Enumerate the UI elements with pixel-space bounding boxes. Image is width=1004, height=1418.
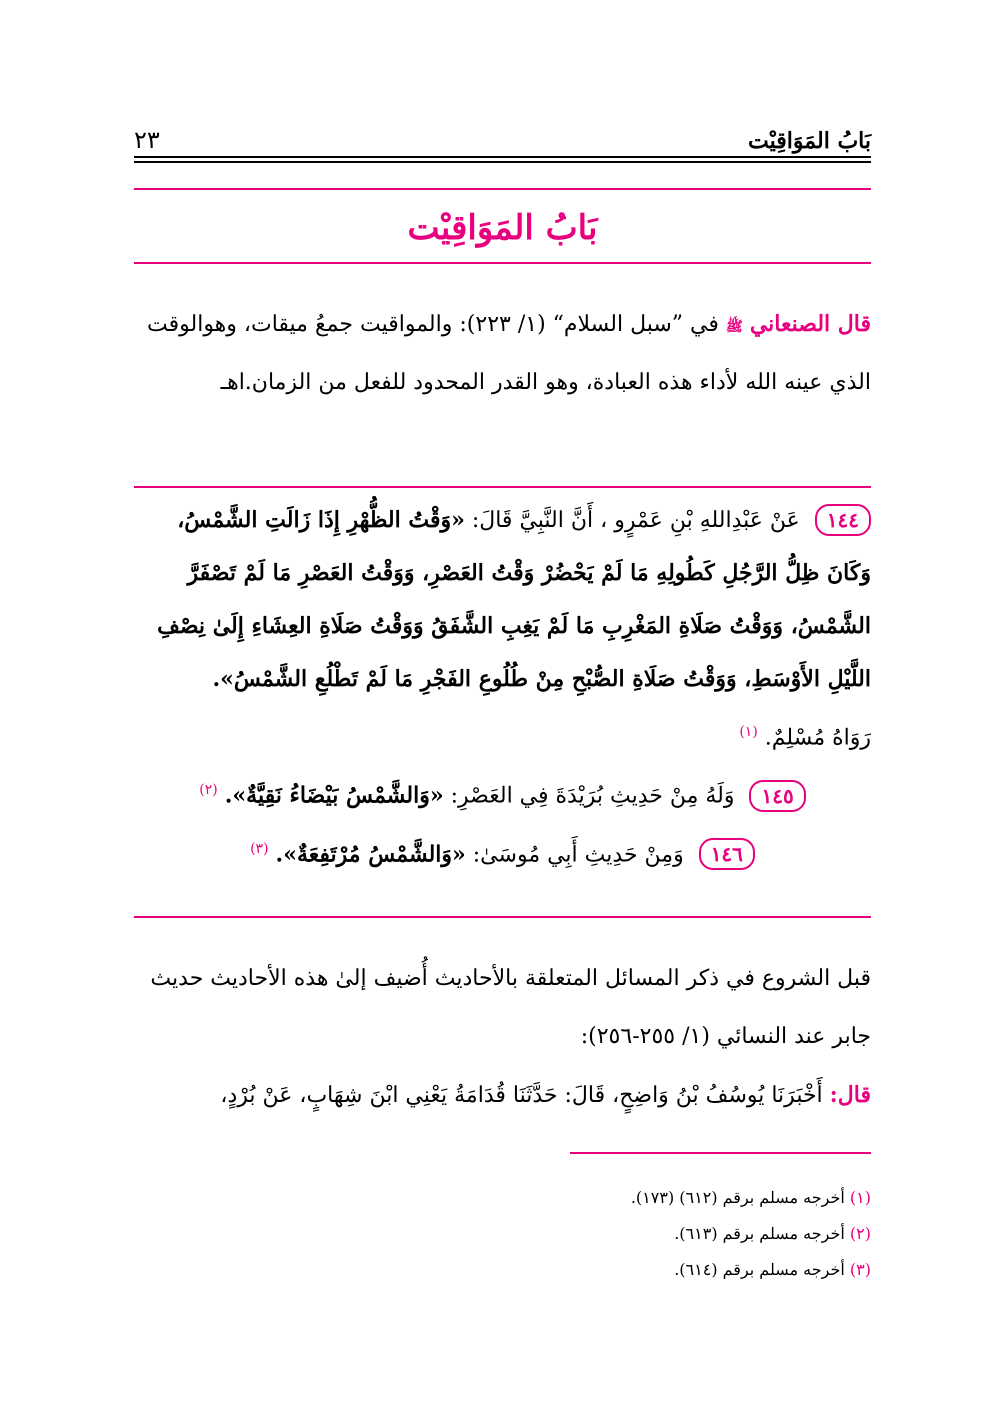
- footnote-number: (٢): [849, 1224, 871, 1243]
- discussion-paragraph: [134, 950, 871, 1125]
- header-rule-top: [134, 156, 871, 158]
- hadith-lead: وَمِنْ حَدِيثِ أَبِي مُوسَىٰ:: [465, 841, 684, 867]
- hadith-source-line: [134, 706, 871, 764]
- header-rule-bottom: [134, 161, 871, 163]
- author-label: قال الصنعاني: [749, 311, 871, 337]
- footnote-item: [134, 1216, 871, 1252]
- running-head: [134, 114, 871, 154]
- hadith-lead: وَلَهُ مِنْ حَدِيثِ بُرَيْدَةَ فِي العَصْرِ:: [443, 783, 735, 809]
- honorific-icon: ﷺ: [725, 319, 743, 335]
- quote-text: أَخْبَرَنَا يُوسُفُ بْنُ وَاضِحٍ، قَالَ: حَدَّثَنَا قُدَامَةُ يَعْنِي ابْنَ شِهَابٍ، عَنْ بُرْدٍ،: [220, 1083, 823, 1108]
- quote-line: [134, 1066, 871, 1125]
- footnote-item: [134, 1252, 871, 1288]
- footnote-number: (٣): [849, 1260, 871, 1279]
- footnote-item: [134, 1180, 871, 1216]
- hadith-144: [134, 494, 871, 706]
- intro-paragraph: [134, 296, 871, 411]
- hadith-146: [134, 823, 871, 881]
- footnote-rule: [570, 1152, 871, 1154]
- hadith-145: [134, 764, 871, 822]
- footnote-text: أخرجه مسلم برقم (٦١٢) (١٧٣).: [630, 1188, 845, 1207]
- discussion-text: قبل الشروع في ذكر المسائل المتعلقة بالأحاديث أُضيف إلىٰ هذه الأحاديث حديث جابر عند النسائي (١/ ٢٥٥-٢٥٦):: [150, 966, 871, 1049]
- hadith-text: «وَالشَّمْسُ بَيْضَاءُ نَقِيَّةٌ».: [224, 782, 444, 809]
- footnote-marker: (٢): [199, 782, 218, 799]
- running-title: بَابُ المَوَاقِيْت: [748, 128, 871, 154]
- footnotes: [134, 1180, 871, 1288]
- footnote-number: (١): [849, 1188, 871, 1207]
- chapter-rule-top: [134, 188, 871, 190]
- chapter-title: بَابُ المَوَاقِيْت: [407, 208, 598, 248]
- hadith-text: «وَقْتُ الظُّهْرِ إِذَا زَالَتِ الشَّمْسُ، وَكَانَ ظِلُّ الرَّجُلِ كَطُولِهِ مَا لَمْ يَحْضُرْ وَقْتُ العَصْرِ، وَوَقْتُ العَصْرِ مَا لَمْ تَصْفَرَّ الشَّمْسُ، وَوَقْتُ صَلَاةِ المَغْرِبِ مَا لَمْ يَغِبِ الشَّفَقُ وَوَقْتُ صَلَاةِ العِشَاءِ إِلَىٰ نِصْفِ اللَّيْلِ الأَوْسَطِ، وَوَقْتُ صَلَاةِ الصُّبْحِ مِنْ طُلُوعِ الفَجْرِ مَا لَمْ تَطْلُعِ الشَّمْسُ».: [157, 507, 871, 692]
- hadith-text: «وَالشَّمْسُ مُرْتَفِعَةٌ».: [275, 840, 466, 867]
- hadith-number-badge: ١٤٦: [699, 838, 755, 870]
- footnote-marker: (٣): [250, 840, 269, 857]
- quote-label: قال:: [829, 1082, 871, 1108]
- hadith-lead: عَنْ عَبْدِاللهِ بْنِ عَمْرٍو ، أَنَّ النَّبِيَّ قَالَ:: [464, 508, 800, 533]
- hadith-rule-bottom: [134, 916, 871, 918]
- page-number: ٢٣: [134, 126, 160, 154]
- hadith-rule-top: [134, 486, 871, 488]
- footnote-marker: (١): [739, 724, 758, 740]
- chapter-rule-bottom: [134, 262, 871, 264]
- hadith-section: [134, 494, 871, 881]
- footnote-text: أخرجه مسلم برقم (٦١٣).: [674, 1224, 845, 1243]
- footnote-text: أخرجه مسلم برقم (٦١٤).: [674, 1260, 845, 1279]
- hadith-number-badge: ١٤٤: [815, 504, 871, 536]
- hadith-number-badge: ١٤٥: [749, 780, 805, 812]
- intro-text: في ”سبل السلام“ (١/ ٢٢٣): والمواقيت جمعُ ميقات، وهوالوقت الذي عينه الله لأداء هذه العبادة، وهو القدر المحدود للفعل من الزمان.اهـ: [147, 312, 871, 395]
- hadith-source: رَوَاهُ مُسْلِمٌ.: [764, 725, 871, 751]
